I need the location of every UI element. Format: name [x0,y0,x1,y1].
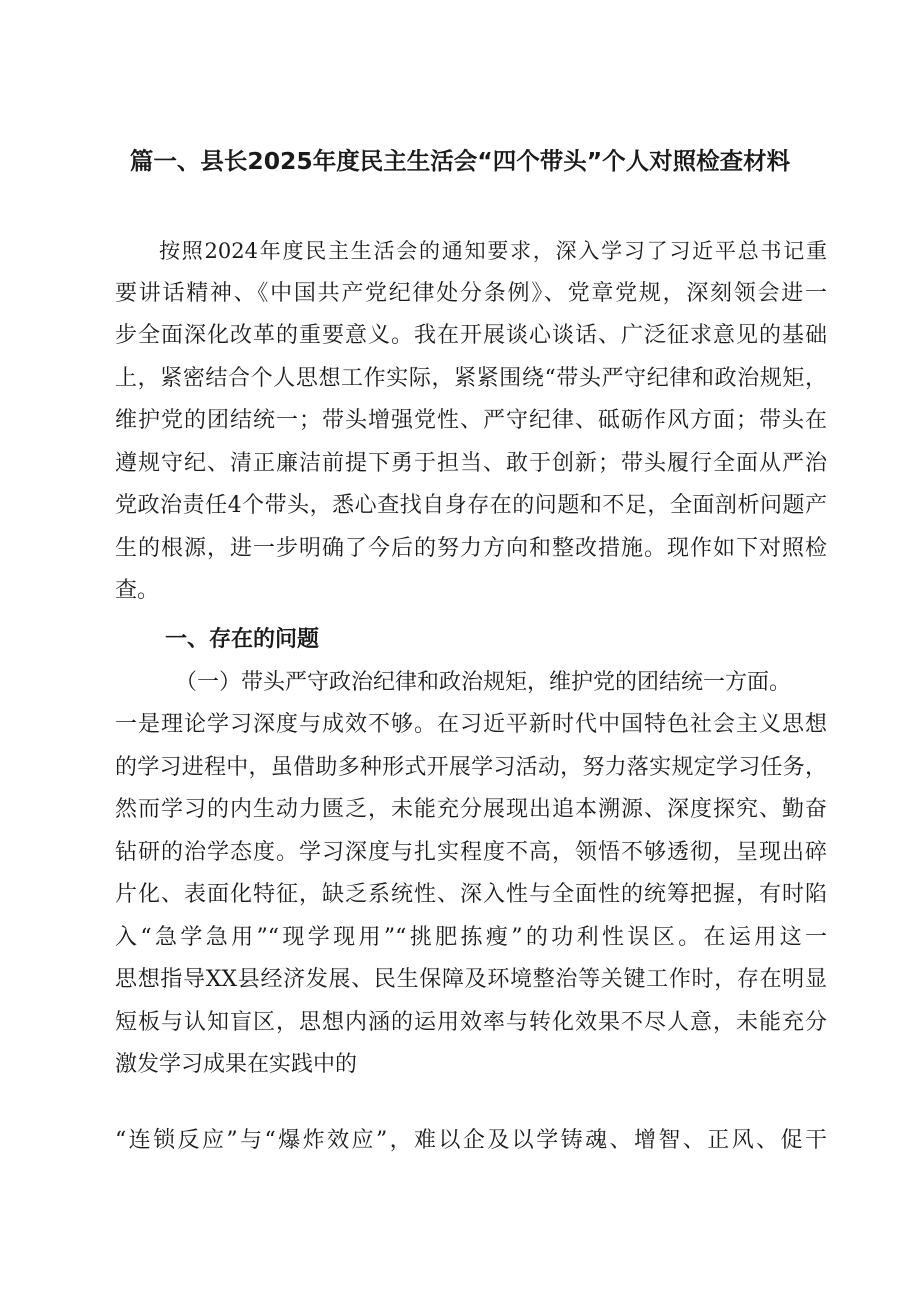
text-line: 维护党的团结统一；带头增强党性、严守纪律、砥砺作风方面；带头在 [115,408,827,433]
text-line: 入“急学急用”“现学现用”“挑肥拣瘦”的功利性误区。在运用这一 [115,924,827,950]
text-line: 的学习进程中，虽借助多种形式开展学习活动，努力落实规定学习任务， [115,754,827,780]
text-line: 短板与认知盲区，思想内涵的运用效率与转化效果不尽人意，未能充分 [115,1009,827,1035]
text-line: 然而学习的内生动力匮乏，未能充分展现出追本溯源、深度探究、勤奋 [115,797,827,822]
text-line: 一是理论学习深度与成效不够。在习近平新时代中国特色社会主义思想 [115,712,827,737]
text-line: 遵规守纪、清正廉洁前提下勇于担当、敢于创新；带头履行全面从严治 [115,450,827,476]
text-line: 上，紧密结合个人思想工作实际，紧紧围绕“带头严守纪律和政治规矩， [115,365,827,391]
subsection-heading: （一）带头严守政治纪律和政治规矩，维护党的团结统一方面。 [175,669,792,695]
text-line: 生的根源，进一步明确了今后的努力方向和整改措施。现作如下对照检 [115,535,827,561]
section-block [115,619,827,1087]
text-line: 思想指导XX县经济发展、民生保障及环境整治等关键工作时，存在明显 [115,967,827,992]
text-line: 要讲话精神、《中国共产党纪律处分条例》、党章党规，深刻领会进一 [115,280,827,306]
text-line: 钻研的治学态度。学习深度与扎实程度不高，领悟不够透彻，呈现出碎 [115,839,827,865]
text-line: 片化、表面化特征，缺乏系统性、深入性与全面性的统筹把握，有时陷 [115,882,827,907]
text-line: 按照2024年度民主生活会的通知要求，深入学习了习近平总书记重 [159,239,827,263]
text-line: 查。 [115,578,160,603]
intro-paragraph [115,230,827,613]
document-title: 篇一、县长2025年度民主生活会“四个带头”个人对照检查材料 [129,147,791,175]
section-heading: 一、存在的问题 [165,627,320,652]
continuation-block [115,1120,827,1163]
text-line: 步全面深化改革的重要意义。我在开展谈心谈话、广泛征求意见的基础 [115,323,827,348]
text-line: 激发学习成果在实践中的 [115,1052,358,1077]
text-line: 党政治责任4个带头，悉心查找自身存在的问题和不足，全面剖析问题产 [115,493,827,518]
text-line: “连锁反应”与“爆炸效应”，难以企及以学铸魂、增智、正风、促干 [115,1128,827,1153]
